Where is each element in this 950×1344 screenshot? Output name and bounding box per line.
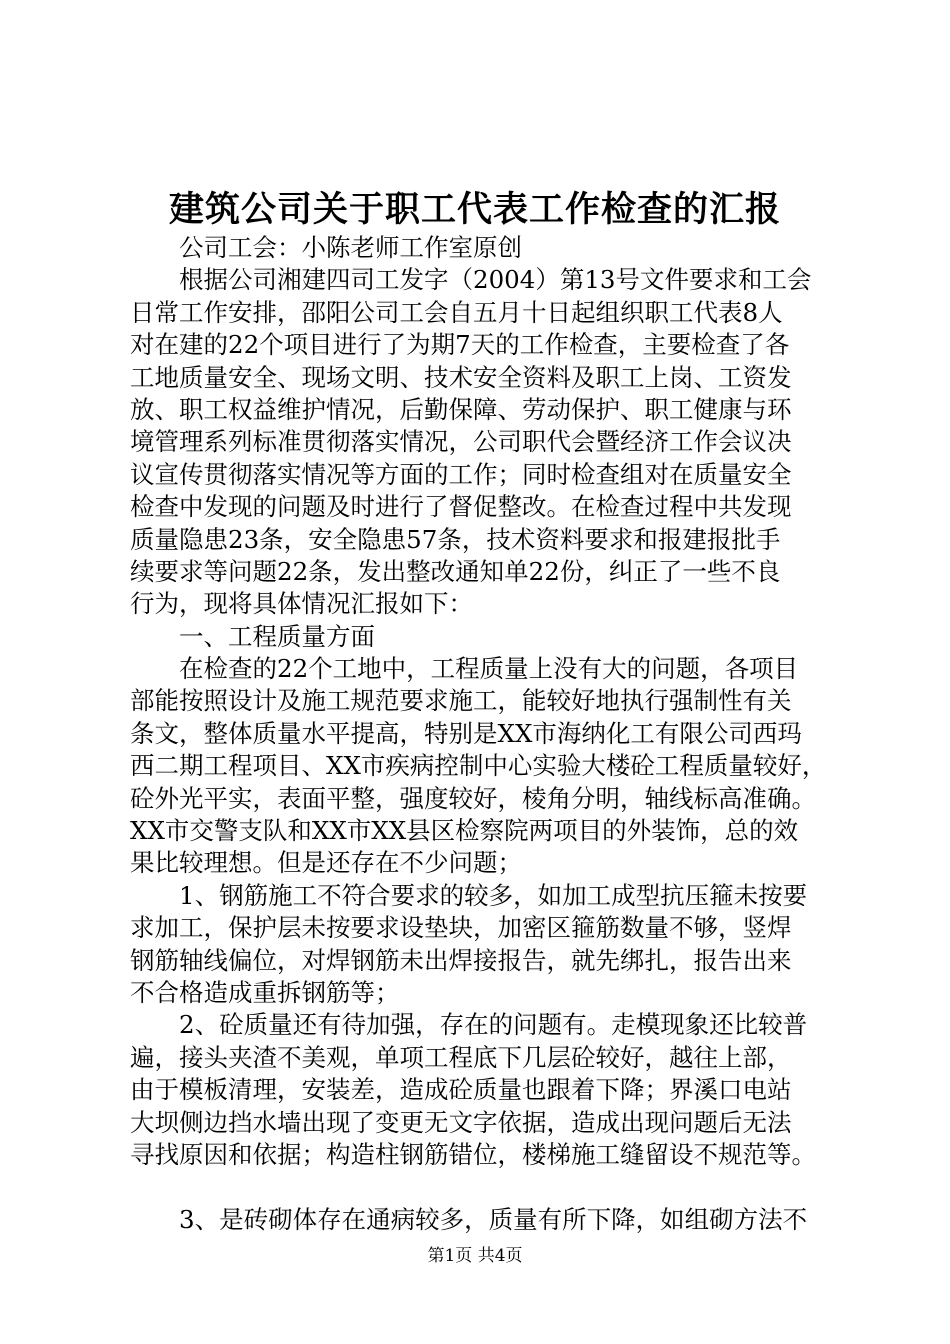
paragraph-line: 议宣传贯彻落实情况等方面的工作；同时检查组对在质量安全 — [130, 459, 792, 489]
paragraph-line: 3、是砖砌体存在通病较多，质量有所下降，如组砌方法不 — [179, 1204, 808, 1234]
paragraph-line: 日常工作安排，邵阳公司工会自五月十日起组织职工代表8人 — [130, 297, 783, 327]
paragraph-line: 遍，接头夹渣不美观，单项工程底下几层砼较好，越往上部， — [130, 1042, 792, 1072]
document-body — [130, 232, 830, 1236]
paragraph-line: 放、职工权益维护情况，后勤保障、劳动保护、职工健康与环 — [130, 394, 792, 424]
document-title: 建筑公司关于职工代表工作检查的汇报 — [168, 189, 781, 230]
paragraph-line: 不合格造成重拆钢筋等； — [130, 977, 400, 1007]
paragraph-line: 由于模板清理，安装差，造成砼质量也跟着下降；界溪口电站 — [130, 1075, 792, 1105]
paragraph-line: 对在建的22个项目进行了为期7天的工作检查，主要检查了各 — [130, 330, 790, 360]
paragraph-line: 钢筋轴线偏位，对焊钢筋未出焊接报告，就先绑扎，报告出来 — [130, 945, 792, 975]
paragraph-line: 续要求等问题22条，发出整改通知单22份，纠正了一些不良 — [130, 556, 781, 586]
section-heading: 一、工程质量方面 — [179, 621, 375, 651]
page-number-footer: 第1页 共4页 — [427, 1246, 523, 1266]
paragraph-line: 根据公司湘建四司工发字（2004）第13号文件要求和工会 — [179, 265, 812, 295]
paragraph-line: 行为，现将具体情况汇报如下： — [130, 589, 473, 619]
paragraph-line: 2、砼质量还有待加强，存在的问题有。走模现象还比较普 — [179, 1010, 808, 1040]
paragraph-line: 条文，整体质量水平提高，特别是XX市海纳化工有限公司西玛 — [130, 718, 802, 748]
paragraph-line: 1、钢筋施工不符合要求的较多，如加工成型抗压箍未按要 — [179, 880, 808, 910]
paragraph-line: 求加工，保护层未按要求设垫块，加密区箍筋数量不够，竖焊 — [130, 913, 792, 943]
blank-line — [130, 1171, 830, 1203]
paragraph-line: 砼外光平实，表面平整，强度较好，棱角分明，轴线标高准确。 — [130, 783, 816, 813]
paragraph-line: 果比较理想。但是还存在不少问题； — [130, 848, 522, 878]
paragraph-line: 境管理系列标准贯彻落实情况，公司职代会暨经济工作会议决 — [130, 427, 792, 457]
paragraph-line: 公司工会：小陈老师工作室原创 — [179, 233, 522, 262]
paragraph-line: 质量隐患23条，安全隐患57条，技术资料要求和报建报批手 — [130, 524, 781, 554]
paragraph-line: 工地质量安全、现场文明、技术安全资料及职工上岗、工资发 — [130, 362, 792, 392]
paragraph-line: 在检查的22个工地中，工程质量上没有大的问题，各项目 — [179, 654, 799, 684]
paragraph-line: XX市交警支队和XX市XX县区检察院两项目的外装饰，总的效 — [130, 816, 799, 846]
paragraph-line: 寻找原因和依据；构造柱钢筋错位，楼梯施工缝留设不规范等。 — [130, 1139, 816, 1169]
paragraph-line: 检查中发现的问题及时进行了督促整改。在检查过程中共发现 — [130, 492, 792, 522]
paragraph-line: 部能按照设计及施工规范要求施工，能较好地执行强制性有关 — [130, 686, 792, 716]
paragraph-line: 大坝侧边挡水墙出现了变更无文字依据，造成出现问题后无法 — [130, 1107, 792, 1137]
paragraph-line: 西二期工程项目、XX市疾病控制中心实验大楼砼工程质量较好， — [130, 751, 827, 781]
